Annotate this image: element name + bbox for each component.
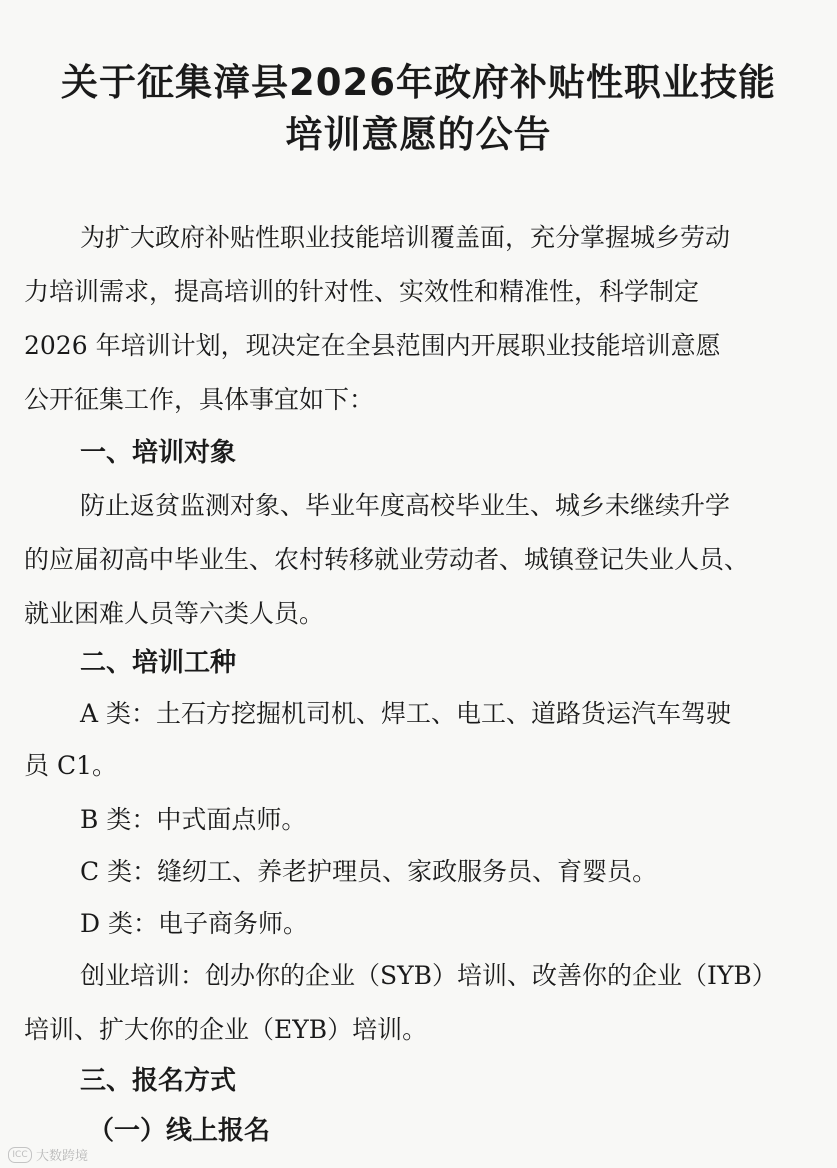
- subsection-online-registration: （一）线上报名: [88, 1116, 271, 1146]
- document-title-line2: 培训意愿的公告: [285, 113, 552, 156]
- intro-line: 2026 年培训计划，现决定在全县范围内开展职业技能培训意愿: [24, 331, 721, 360]
- class-a-line: 员 C1。: [24, 751, 117, 780]
- entrepreneurship-line: 创业培训：创办你的企业（SYB）培训、改善你的企业（IYB）: [80, 961, 777, 990]
- class-d-line: D 类：电子商务师。: [80, 909, 308, 938]
- class-b-line: B 类：中式面点师。: [80, 805, 307, 834]
- document-title-line1: 关于征集漳县2026年政府补贴性职业技能: [61, 61, 776, 104]
- section-heading-training-targets: 一、培训对象: [80, 438, 237, 468]
- intro-line: 为扩大政府补贴性职业技能培训覆盖面，充分掌握城乡劳动: [80, 223, 731, 252]
- entrepreneurship-line: 培训、扩大你的企业（EYB）培训。: [24, 1015, 428, 1044]
- class-c-line: C 类：缝纫工、养老护理员、家政服务员、育婴员。: [80, 857, 658, 886]
- class-a-line: A 类：土石方挖掘机司机、焊工、电工、道路货运汽车驾驶: [80, 699, 732, 728]
- watermark-logo-icon: ICC: [8, 1147, 32, 1163]
- section-heading-training-types: 二、培训工种: [80, 648, 237, 678]
- intro-line: 公开征集工作，具体事宜如下：: [24, 385, 375, 414]
- section1-line: 防止返贫监测对象、毕业年度高校毕业生、城乡未继续升学: [80, 491, 731, 520]
- section1-line: 就业困难人员等六类人员。: [24, 599, 325, 628]
- watermark-text: 大数跨境: [36, 1149, 89, 1164]
- section-heading-registration: 三、报名方式: [80, 1066, 237, 1096]
- watermark: [8, 1145, 88, 1164]
- section1-line: 的应届初高中毕业生、农村转移就业劳动者、城镇登记失业人员、: [24, 545, 750, 574]
- intro-line: 力培训需求，提高培训的针对性、实效性和精准性，科学制定: [24, 277, 700, 306]
